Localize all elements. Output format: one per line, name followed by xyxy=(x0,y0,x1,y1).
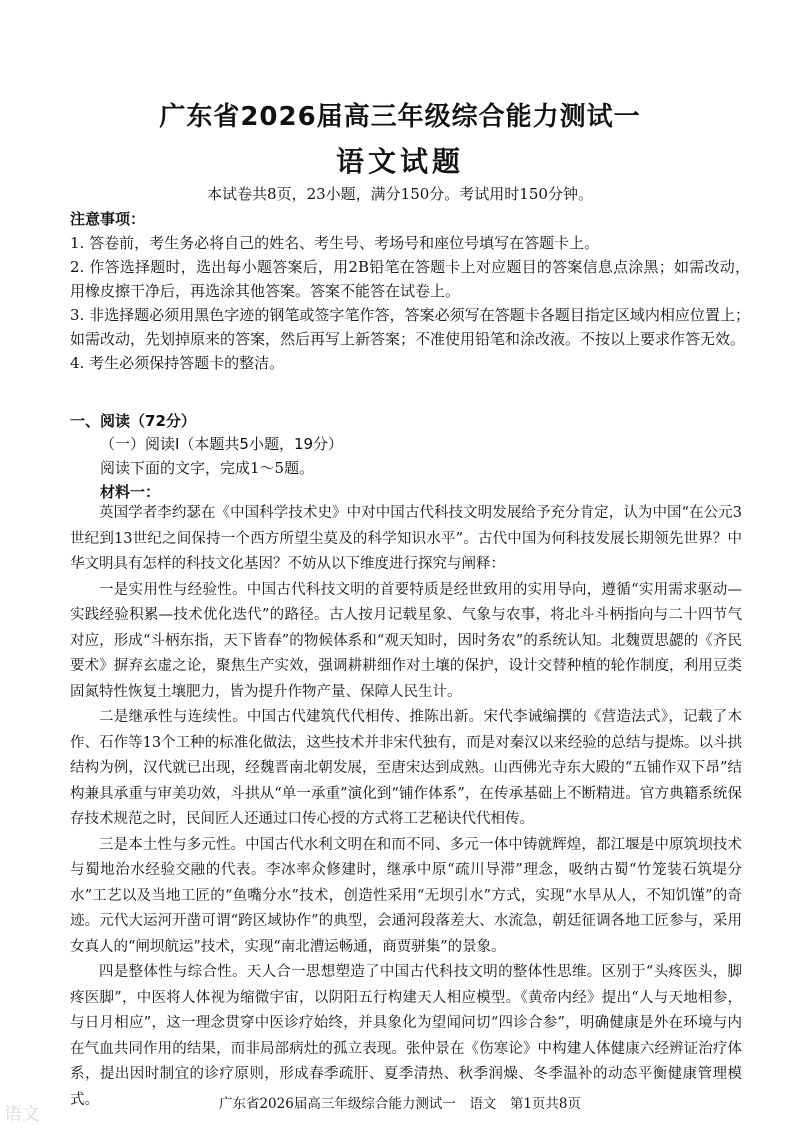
material-paragraph: 三是本土性与多元性。中国古代水利文明在和而不同、多元一体中铸就辉煌，都江堰是中原筑坝技术与蜀地治水经验交融的代表。李冰率众修建时，继承中原“疏川导滞”理念，吸纳古蜀“竹笼装石筑堤分水”工艺以及当地工匠的“鱼嘴分水”技术，创造性采用“无坝引水”方式，实现“水旱从人，不知饥馑”的奇迹。元代大运河开凿可谓“跨区域协作”的典型，会通河段落差大、水流急，朝廷征调各地工匠参与，采用女真人的“闸坝航运”技术，实现“南北漕运畅通，商贾骈集”的景象。 xyxy=(70,836,742,955)
notice-heading: 注意事项： xyxy=(70,210,146,228)
reading-instruction: 阅读下面的文字，完成1～5题。 xyxy=(100,459,315,477)
page-footer: 广东省2026届高三年级综合能力测试一 语文 第1页共8页 xyxy=(218,1096,582,1112)
material-paragraph: 英国学者李约瑟在《中国科学技术史》中对中国古代科技文明发展给予充分肯定，认为中国“在公元3世纪到13世纪之间保持一个西方所望尘莫及的科学知识水平”。古代中国为何科技发展长期领先世界？中华文明具有怎样的科技文化基因？不妨从以下维度进行探究与阐释： xyxy=(70,505,742,572)
material-text xyxy=(70,501,742,1113)
material-paragraph: 四是整体性与综合性。天人合一思想塑造了中国古代科技文明的整体性思维。区别于“头疼医头，脚疼医脚”，中医将人体视为缩微宇宙，以阴阳五行构建天人相应模型。《黄帝内经》提出“人与天地相参，与日月相应”，这一理念贯穿中医诊疗始终，并具象化为望闻问切“四诊合参”，明确健康是外在环境与内在气血共同作用的结果，而非局部病灶的孤立表现。张仲景在《伤寒论》中构建人体健康六经辨证治疗体系，提出因时制宜的诊疗原则，形成春季疏肝、夏季清热、秋季润燥、冬季温补的动态平衡健康管理模式。 xyxy=(70,964,742,1108)
subject-title: 语文试题 xyxy=(335,145,464,178)
notice-block xyxy=(70,207,750,375)
material-paragraph: 一是实用性与经验性。中国古代科技文明的首要特质是经世致用的实用导向，遵循“实用需求驱动—实践经验积累—技术优化迭代”的路径。古人按月记载星象、气象与农事，将北斗斗柄指向与二十四节气对应，形成“斗柄东指，天下皆春”的物候体系和“观天知时，因时务农”的系统认知。北魏贾思勰的《齐民要术》摒弃玄虚之论，聚焦生产实效，强调耕耕细作对土壤的保护，设计交替种植的轮作制度，利用豆类固氮特性恢复土壤肥力，皆为提升作物产量、保障人民生计。 xyxy=(70,581,742,700)
section-title: 一、阅读（72分） xyxy=(70,412,196,430)
notice-item: 3. 非选择题必须用黑色字迹的钢笔或签字笔作答，答案必须写在答题卡各题目指定区域内相应位置上；如需改动，先划掉原来的答案，然后再写上新答案；不准使用铅笔和涂改液。不按以上要求作答无效。 xyxy=(70,306,750,348)
watermark: 语文 xyxy=(4,1104,40,1125)
notice-item: 2. 作答选择题时，选出每小题答案后，用2B铅笔在答题卡上对应题目的答案信息点涂黑；如需改动，用橡皮擦干净后，再选涂其他答案。答案不能答在试卷上。 xyxy=(70,258,750,300)
material-label: 材料一： xyxy=(100,483,161,501)
subsection-title: （一）阅读Ⅰ（本题共5小题，19分） xyxy=(100,435,344,453)
exam-title: 广东省2026届高三年级综合能力测试一 xyxy=(159,102,641,132)
material-paragraph: 二是继承性与连续性。中国古代建筑代代相传、推陈出新。宋代李诫编撰的《营造法式》，记载了木作、石作等13个工种的标准化做法，这些技术并非宋代独有，而是对秦汉以来经验的总结与提炼。以斗拱结构为例，汉代就已出现，经魏晋南北朝发展，至唐宋达到成熟。山西佛光寺东大殿的“五铺作双下昂”结构兼具承重与审美功效，斗拱从“单一承重”演化到“铺作体系”，在传承基础上不断精进。官方典籍系统保存技术规范之时，民间匠人还通过口传心授的方式将工艺秘诀代代相传。 xyxy=(70,709,742,827)
notice-item: 1. 答卷前，考生务必将自己的姓名、考生号、考场号和座位号填写在答题卡上。 xyxy=(70,234,600,252)
notice-item: 4. 考生必须保持答题卡的整洁。 xyxy=(70,354,285,372)
exam-info: 本试卷共8页，23小题，满分150分。考试用时150分钟。 xyxy=(207,185,593,203)
